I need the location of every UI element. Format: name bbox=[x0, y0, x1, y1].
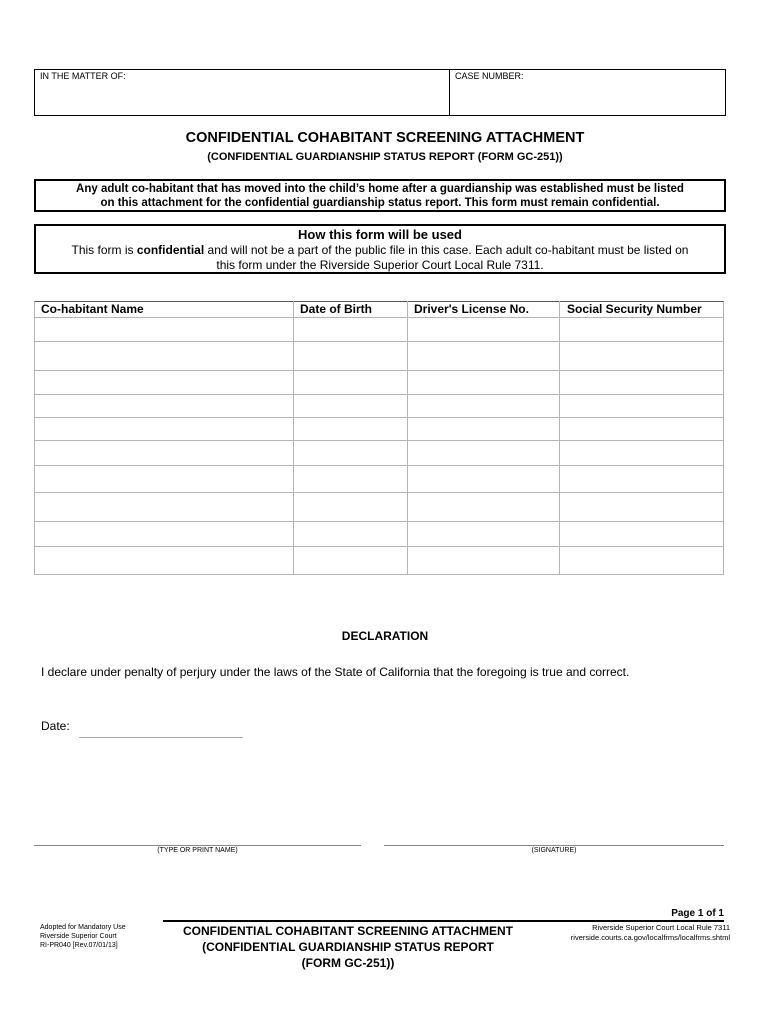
in-the-matter-of-field[interactable] bbox=[36, 83, 447, 114]
signature-line[interactable] bbox=[384, 845, 724, 846]
footer-left-line-1: Adopted for Mandatory Use bbox=[40, 924, 126, 931]
column-header-dob: Date of Birth bbox=[300, 302, 372, 316]
footer-center-line-1: CONFIDENTIAL COHABITANT SCREENING ATTACHMENT bbox=[183, 924, 513, 938]
footer-adoption-info bbox=[40, 923, 126, 950]
footer-right-line-1: Riverside Superior Court Local Rule 7311 bbox=[592, 923, 730, 932]
table-row-divider bbox=[34, 440, 724, 441]
table-row-divider bbox=[34, 370, 724, 371]
table-row-divider bbox=[34, 521, 724, 522]
footer-right-line-2: riverside.courts.ca.gov/localfrms/localfrms.shtml bbox=[570, 933, 730, 942]
date-label: Date: bbox=[41, 719, 70, 733]
notice-line-2: on this attachment for the confidential guardianship status report. This form must remain confidential. bbox=[100, 197, 660, 209]
footer-center-line-3: (FORM GC-251)) bbox=[301, 956, 395, 970]
footer-left-line-2: Riverside Superior Court bbox=[40, 933, 117, 940]
table-row-divider bbox=[34, 465, 724, 466]
howto-title: How this form will be used bbox=[298, 227, 462, 242]
declaration-text: I declare under penalty of perjury under the laws of the State of California that the foregoing is true and correct. bbox=[41, 665, 630, 679]
case-number-label: CASE NUMBER: bbox=[455, 71, 524, 81]
caption-divider bbox=[449, 69, 450, 116]
table-column-divider bbox=[293, 301, 294, 575]
notice-box bbox=[34, 179, 726, 212]
page-number: Page 1 of 1 bbox=[671, 908, 724, 919]
footer-form-title bbox=[163, 923, 533, 971]
column-header-name: Co-habitant Name bbox=[41, 302, 144, 316]
declaration-title: DECLARATION bbox=[341, 629, 429, 643]
form-subtitle: (CONFIDENTIAL GUARDIANSHIP STATUS REPORT (FORM GC-251)) bbox=[207, 151, 563, 163]
in-the-matter-of-label: IN THE MATTER OF: bbox=[40, 71, 126, 81]
table-row-divider bbox=[34, 492, 724, 493]
footer-center-line-2: (CONFIDENTIAL GUARDIANSHIP STATUS REPORT bbox=[202, 940, 494, 954]
notice-line-1: Any adult co-habitant that has moved into the child’s home after a guardianship was established must be listed bbox=[76, 183, 684, 195]
footer-rule-reference bbox=[520, 923, 730, 943]
howto-line-1 bbox=[36, 243, 724, 258]
case-number-field[interactable] bbox=[452, 83, 724, 114]
table-row-divider bbox=[34, 417, 724, 418]
howto-box bbox=[34, 224, 726, 274]
table-row-divider bbox=[34, 546, 724, 547]
date-field[interactable] bbox=[79, 737, 243, 738]
signature-caption: (SIGNATURE) bbox=[531, 847, 577, 854]
howto-line-2: this form under the Riverside Superior Court Local Rule 7311. bbox=[216, 258, 544, 272]
table-row-divider bbox=[34, 317, 724, 318]
howto-text-after: and will not be a part of the public file in this case. Each adult co-habitant must be listed on bbox=[204, 243, 689, 257]
table-column-divider bbox=[559, 301, 560, 575]
form-title: CONFIDENTIAL COHABITANT SCREENING ATTACHMENT bbox=[185, 130, 585, 146]
howto-text-bold: confidential bbox=[136, 243, 205, 257]
table-row-divider bbox=[34, 394, 724, 395]
howto-text-before: This form is bbox=[71, 243, 137, 257]
footer-rule bbox=[163, 920, 724, 922]
print-name-line[interactable] bbox=[34, 845, 361, 846]
table-column-divider bbox=[407, 301, 408, 575]
footer-left-line-3: RI-PR040 [Rev.07/01/13] bbox=[40, 942, 118, 949]
column-header-ssn: Social Security Number bbox=[567, 302, 702, 316]
table-row-divider bbox=[34, 341, 724, 342]
cohabitant-table bbox=[34, 301, 724, 575]
print-name-caption: (TYPE OR PRINT NAME) bbox=[157, 847, 238, 854]
column-header-license: Driver's License No. bbox=[414, 302, 529, 316]
